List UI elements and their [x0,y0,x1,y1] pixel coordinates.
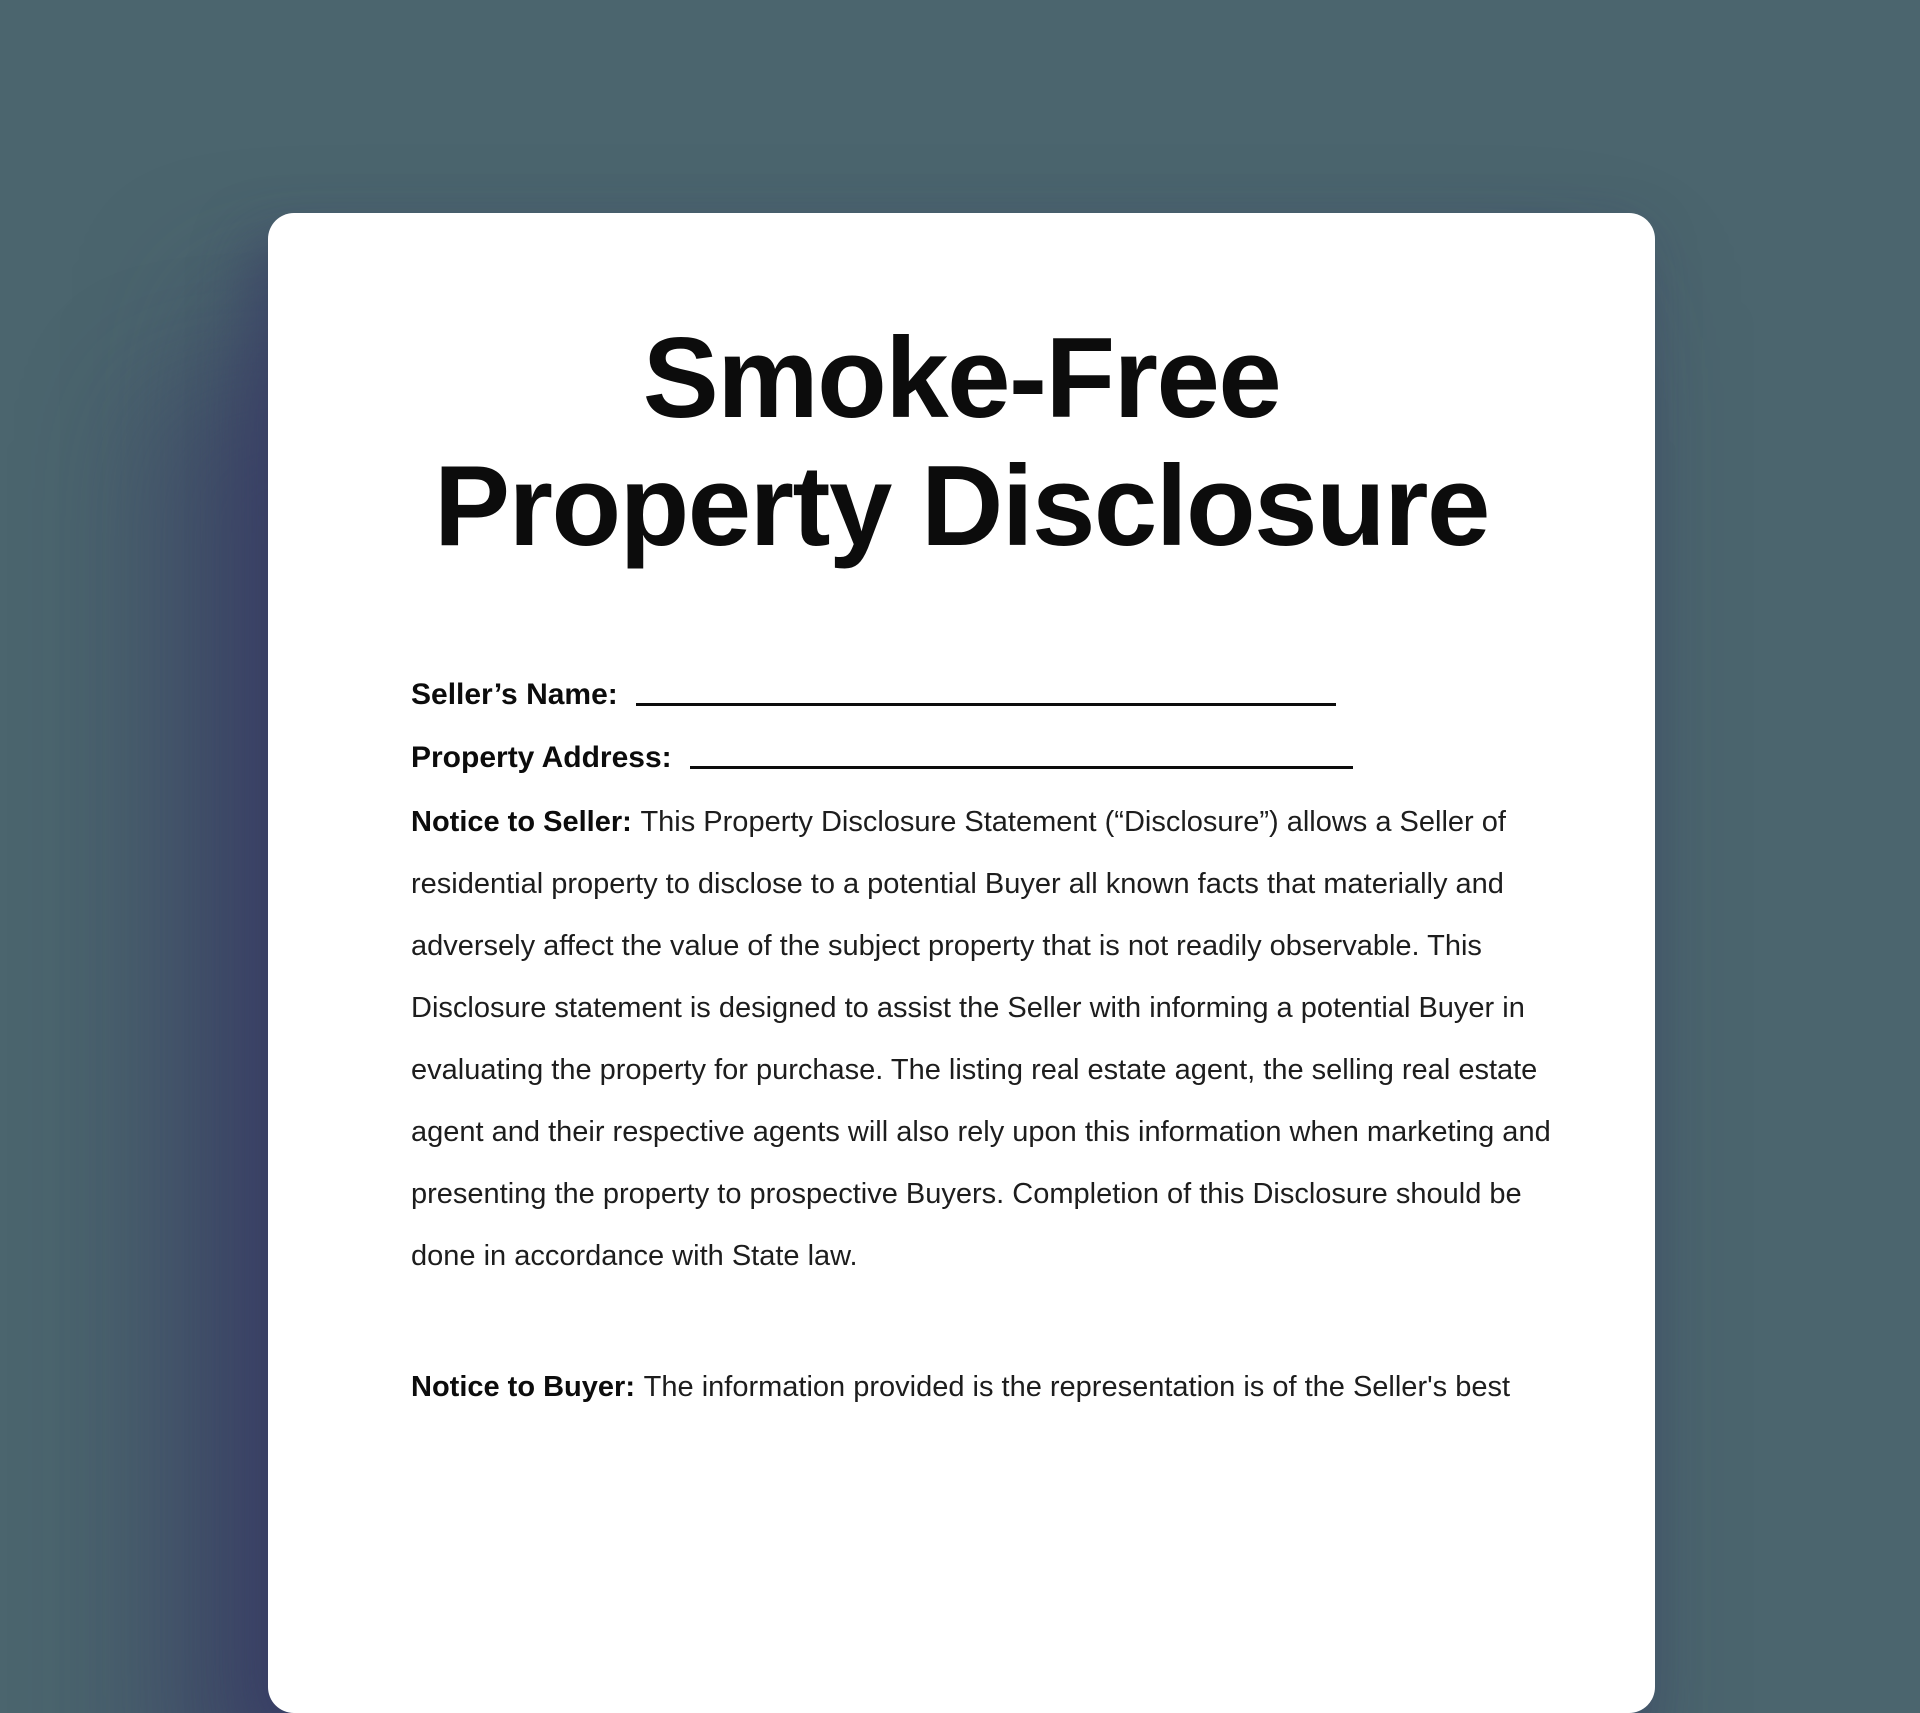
paragraph-text: The information provided is the representation is of the Seller's best [643,1371,1511,1403]
paragraph-line [411,791,1545,853]
paragraph-line: presenting the property to prospective Buyers. Completion of this Disclosure should be [411,1178,1522,1210]
seller-name-label: Seller’s Name: [411,678,618,711]
paragraph-line: agent and their respective agents will also rely upon this information when marketing and [411,1116,1551,1148]
property-address-blank-line[interactable] [690,766,1353,769]
form-fields [411,663,1545,789]
notice-to-buyer-paragraph [411,1356,1545,1418]
paragraph-line: Disclosure statement is designed to assist the Seller with informing a potential Buyer in [411,992,1525,1024]
paragraph-line: residential property to disclose to a potential Buyer all known facts that materially and [411,868,1504,900]
notice-to-buyer-label: Notice to Buyer: [411,1371,635,1403]
seller-name-field [411,663,1545,726]
document-card [268,213,1655,1713]
notice-to-seller-paragraph [411,791,1551,1287]
document-title-line-2: Property Disclosure [434,443,1489,570]
document-title [268,315,1655,571]
paragraph-line: evaluating the property for purchase. The listing real estate agent, the selling real estate [411,1054,1538,1086]
paragraph-line: done in accordance with State law. [411,1240,858,1272]
seller-name-blank-line[interactable] [636,703,1336,706]
document-title-line-1: Smoke-Free [642,315,1281,442]
paragraph-line [411,1356,1545,1418]
paragraph-line: adversely affect the value of the subject property that is not readily observable. This [411,930,1482,962]
notice-to-seller-label: Notice to Seller: [411,806,632,838]
property-address-label: Property Address: [411,741,672,774]
paragraph-text: This Property Disclosure Statement (“Disclosure”) allows a Seller of [640,806,1506,838]
property-address-field [411,726,1545,789]
